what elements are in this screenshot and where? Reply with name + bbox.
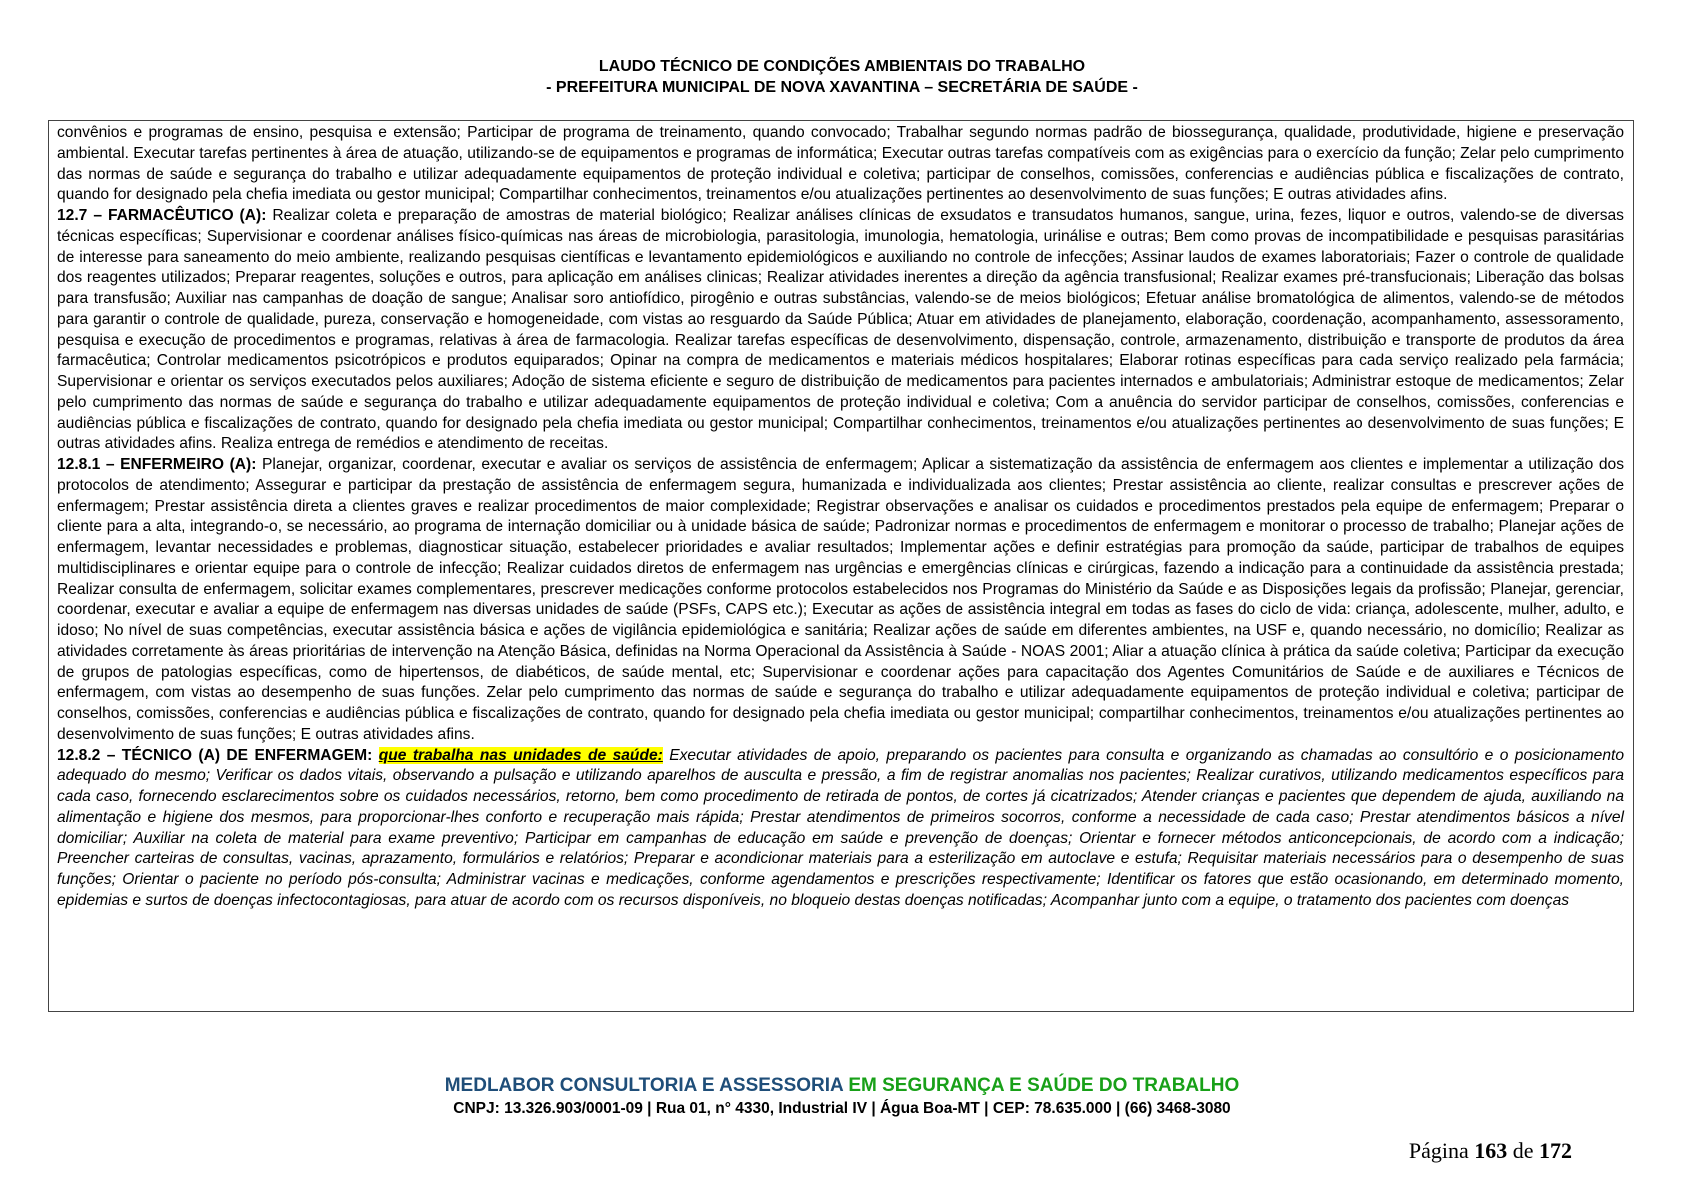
footer-tagline: EM SEGURANÇA E SAÚDE DO TRABALHO — [843, 1075, 1240, 1096]
content-frame — [48, 120, 1634, 1012]
section-enfermeiro-heading: 12.8.1 – ENFERMEIRO (A): — [57, 456, 257, 473]
footer-company-name: MEDLABOR CONSULTORIA E ASSESSORIA — [444, 1075, 844, 1096]
document-subtitle: - PREFEITURA MUNICIPAL DE NOVA XAVANTINA – SECRETÁRIA DE SAÚDE - — [546, 79, 1138, 96]
page-label: Página — [1408, 1138, 1475, 1163]
page-of-label: de — [1507, 1138, 1539, 1163]
section-farmaceutico-heading: 12.7 – FARMACÊUTICO (A): — [57, 207, 267, 224]
section-farmaceutico — [57, 206, 1624, 455]
section-tecnico-text: Executar atividades de apoio, preparando os pacientes para consulta e organizando as chamadas ao consultório e o posicionamento adequado do mesmo; Verificar os dados vitais, observando a pulsação e utilizando aparelhos de ausculta e pressão, a fim de registrar anomalias nos pacientes; Realizar curativos, utilizando medicamentos específicos para cada caso, fornecendo esclarecimentos sobre os cuidados necessários, retorno, bem como procedimento de retirada de pontos, de cortes já cicatrizados; Atender crianças e pacientes que dependem de ajuda, auxiliando na alimentação e higiene dos mesmos, para proporcionar-lhes conforto e recuperação mais rápida; Prestar atendimentos de primeiros socorros, conforme a necessidade de cada caso; Prestar atendimentos básicos a nível domiciliar; Auxiliar na coleta de material para exame preventivo; Participar em campanhas de educação em saúde e prevenção de doenças; Orientar e fornecer métodos anticoncepcionais, de acordo com a indicação; Preencher carteiras de consultas, vacinas, aprazamento, formulários e relatórios; Preparar e acondicionar materiais para a esterilização em autoclave e estufa; Requisitar materiais necessários para o desempenho de suas funções; Orientar o paciente no período pós-consulta; Administrar vacinas e medicações, conforme agendamentos e prescrições respectivamente; Identificar os fatores que estão ocasionando, em determinado momento, epidemias e surtos de doenças infectocontagiosas, para atuar de acordo com os recursos disponíveis, no bloqueio destas doenças notificadas; Acompanhar junto com a equipe, o tratamento dos pacientes com doenças — [57, 746, 1625, 909]
section-tecnico-highlight: que trabalha nas unidades de saúde: — [378, 746, 663, 764]
page-number — [1409, 1138, 1572, 1164]
section-enfermeiro-text: Planejar, organizar, coordenar, executar e avaliar os serviços de assistência de enfermagem; Aplicar a sistematização da assistência de enfermagem aos clientes e implementar a utilização dos protocolos de atendimento; Assegurar e participar da prestação de assistência de enfermagem segura, humanizada e individualizada aos clientes; Prestar assistência ao cliente, realizar consultas e prescrever ações de enfermagem; Prestar assistência direta a clientes graves e realizar procedimentos de maior complexidade; Registrar observações e analisar os cuidados e procedimentos prestados pela equipe de enfermagem; Preparar o cliente para a alta, integrando-o, se necessário, ao programa de internação domiciliar ou à unidade básica de saúde; Padronizar normas e procedimentos de enfermagem e monitorar o processo de trabalho; Planejar ações de enfermagem, levantar necessidades e problemas, diagnosticar situação, estabelecer prioridades e avaliar resultados; Implementar ações e definir estratégias para promoção da saúde, participar de trabalhos de equipes multidisciplinares e orientar equipe para o controle de infecção; Realizar cuidados diretos de enfermagem nas urgências e emergências clínicas e cirúrgicas, fazendo a indicação para a continuidade da assistência prestada; Realizar consulta de enfermagem, solicitar exames complementares, prescrever medicações conforme protocolos estabelecidos nos Programas do Ministério da Saúde e as Disposições legais da profissão; Planejar, gerenciar, coordenar, executar e avaliar a equipe de enfermagem nas diversas unidades de saúde (PSFs, CAPS etc.); Executar as ações de assistência integral em todas as fases do ciclo de vida: criança, adolescente, mulher, adulto, e idoso; No nível de suas competências, executar assistência básica e ações de vigilância epidemiológica e sanitária; Realizar ações de saúde em diferentes ambientes, na USF e, quando necessário, no domicílio; Realizar as atividades corretamente às áreas prioritárias de intervenção na Atenção Básica, definidas na Norma Operacional da Assistência à Saúde - NOAS 2001; Aliar a atuação clínica à prática da saúde coletiva; Participar da execução de grupos de patologias específicas, como de hipertensos, de diabéticos, de saúde mental, etc; Supervisionar e coordenar ações para capacitação dos Agentes Comunitários de Saúde e de auxiliares e Técnicos de enfermagem, com vistas ao desempenho de suas funções. Zelar pelo cumprimento das normas de saúde e segurança do trabalho e utilizar adequadamente equipamentos de proteção individual e coletiva; participar de conselhos, comissões, conferencias e audiências pública e fiscalizações de contrato, quando for designado pela chefia imediata ou gestor municipal; compartilhar conhecimentos, treinamentos e/ou atualizações pertinentes ao desenvolvimento de suas funções; E outras atividades afins. — [57, 456, 1625, 743]
footer-company-line — [0, 1074, 1684, 1098]
section-farmaceutico-text: Realizar coleta e preparação de amostras de material biológico; Realizar análises clínicas de exsudatos e transudatos humanos, sangue, urina, fezes, liquor e outros, valendo-se de diversas técnicas específicas; Supervisionar e coordenar análises físico-químicas nas áreas de microbiologia, parasitologia, imunologia, hematologia, urinálise e outras; Bem como provas de incompatibilidade e pesquisas parasitárias de interesse para saneamento do meio ambiente, realizando pesquisas científicas e levantamento epidemiológicos e auxiliando no controle de infecções; Assinar laudos de exames laboratoriais; Fazer o controle de qualidade dos reagentes utilizados; Preparar reagentes, soluções e outros, para aplicação em análises clinicas; Realizar atividades inerentes a direção da agência transfusional; Realizar exames pré-transfucionais; Liberação das bolsas para transfusão; Auxiliar nas campanhas de doação de sangue; Analisar soro antiofídico, pirogênio e outras substâncias, valendo-se de meios biológicos; Efetuar análise bromatológica de alimentos, valendo-se de métodos para garantir o controle de qualidade, pureza, conservação e homogeneidade, com vistas ao resguardo da Saúde Pública; Atuar em atividades de planejamento, elaboração, coordenação, acompanhamento, assessoramento, pesquisa e execução de procedimentos e programas, relativas à área de farmacologia. Realizar tarefas específicas de desenvolvimento, dispensação, controle, armazenamento, distribuição e transporte de produtos da área farmacêutica; Controlar medicamentos psicotrópicos e produtos equiparados; Opinar na compra de medicamentos e materiais médicos hospitalares; Elaborar rotinas específicas para cada serviço realizado pela farmácia; Supervisionar e orientar os serviços executados pelos auxiliares; Adoção de sistema eficiente e seguro de distribuição de medicamentos para pacientes internados e ambulatoriais; Administrar estoque de medicamentos; Zelar pelo cumprimento das normas de saúde e segurança do trabalho e utilizar adequadamente equipamentos de proteção individual e coletiva; Com a anuência do servidor participar de conselhos, comissões, conferencias e audiências pública e fiscalizações de contrato, quando for designado pela chefia imediata ou gestor municipal; Compartilhar conhecimentos, treinamentos e/ou atualizações pertinentes ao desenvolvimento de suas funções; E outras atividades afins. Realiza entrega de remédios e atendimento de receitas. — [57, 207, 1624, 453]
intro-paragraph — [57, 123, 1624, 206]
footer-contact: CNPJ: 13.326.903/0001-09 | Rua 01, n° 4330, Industrial IV | Água Boa-MT | CEP: 78.635.000 | (66) 3468-3080 — [453, 1100, 1231, 1117]
intro-text: convênios e programas de ensino, pesquisa e extensão; Participar de programa de treinamento, quando convocado; Trabalhar segundo normas padrão de biossegurança, qualidade, produtividade, higiene e preservação ambiental. Executar tarefas pertinentes à área de atuação, utilizando-se de equipamentos e programas de informática; Executar outras tarefas compatíveis com as exigências para o exercício da função; Zelar pelo cumprimento das normas de saúde e segurança do trabalho e utilizar adequadamente equipamentos de proteção individual e coletiva; participar de conselhos, comissões, conferencias e audiências pública e fiscalizações de contrato, quando for designado pela chefia imediata ou gestor municipal; Compartilhar conhecimentos, treinamentos e/ou atualizações pertinentes ao desenvolvimento de suas funções; E outras atividades afins. — [57, 124, 1624, 204]
document-header — [0, 56, 1684, 98]
page-current: 163 — [1474, 1138, 1508, 1163]
section-tecnico-heading: 12.8.2 – TÉCNICO (A) DE ENFERMAGEM: — [57, 746, 373, 764]
document-footer — [0, 1074, 1684, 1119]
section-enfermeiro — [57, 455, 1624, 746]
document-title: LAUDO TÉCNICO DE CONDIÇÕES AMBIENTAIS DO TRABALHO — [598, 58, 1086, 75]
section-tecnico-enfermagem — [57, 746, 1624, 912]
page-total: 172 — [1539, 1138, 1572, 1163]
